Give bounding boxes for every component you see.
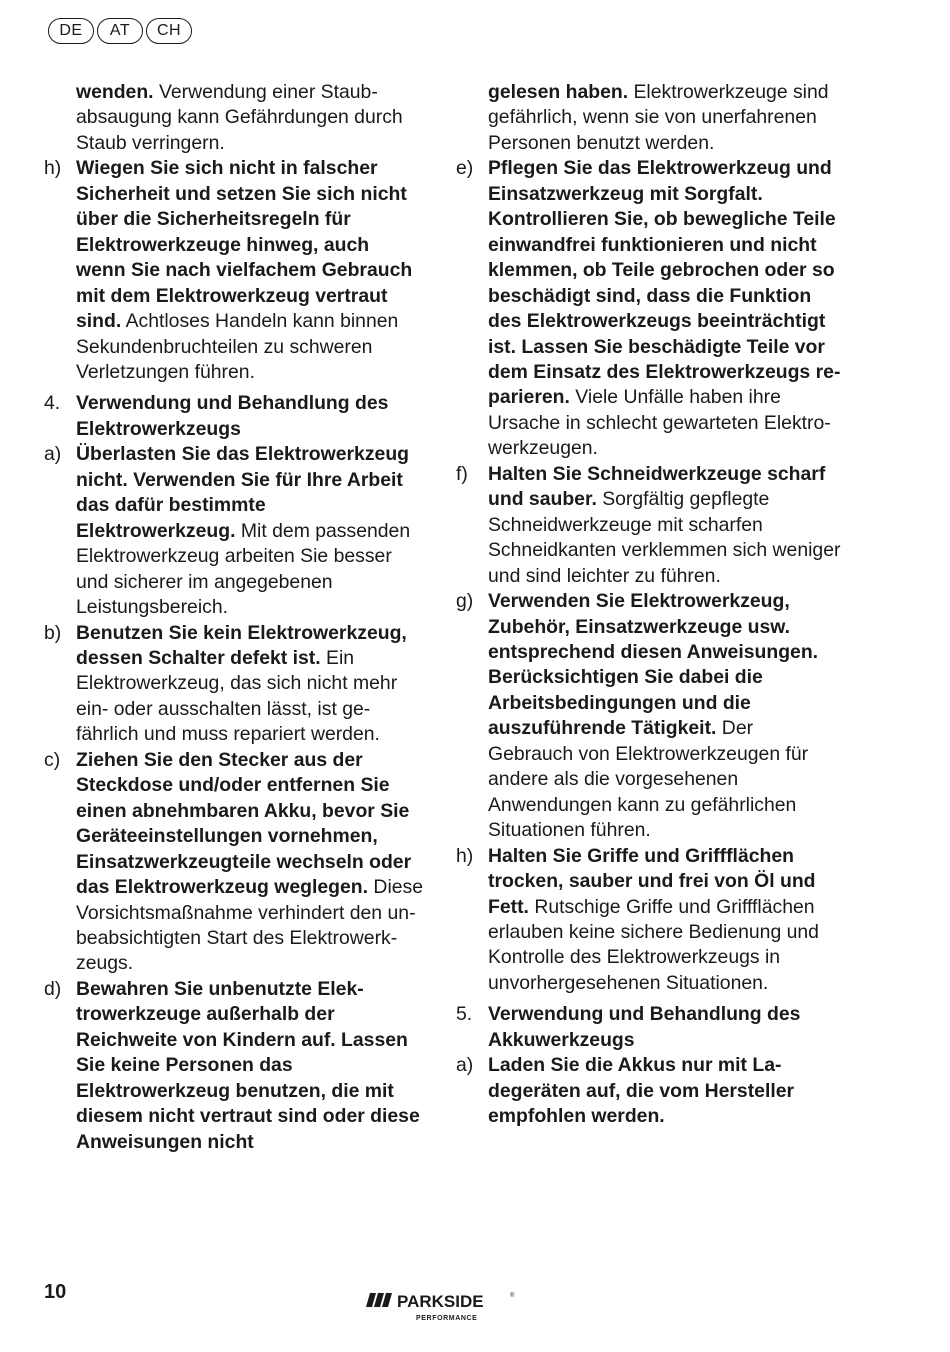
continued-paragraph-left — [76, 80, 424, 156]
continued-text: Elektrowerkzeuge sind gefährlich, wenn sie von unerfahrenen Personen benutzt werden. — [488, 81, 829, 154]
item-bold-text: Bewahren Sie unbenutzte Elektrowerkzeuge außerhalb der Reichweite von Kindern auf. Lassen Sie keine Personen das Elektrowerkzeug benutzen, die mit diesem nicht vertraut sind oder diese Anweisungen nicht — [76, 977, 420, 1153]
item-text: Rutschige Griffe und Griffflächen erlauben keine sichere Bedienung und Kontrolle des Elektrowerkzeugs in unvorhergesehenen Situationen. — [488, 895, 819, 994]
item-text: Viele Unfälle haben ihre Ursache in schlecht gewarteten Elektrowerkzeugen. — [488, 386, 831, 460]
item-label: a) — [44, 443, 62, 466]
continued-paragraph-right — [488, 80, 841, 156]
section-title: Verwendung und Behandlung des Elektrowerkzeugs — [76, 392, 389, 440]
page-number: 10 — [44, 1281, 67, 1303]
list-item-f — [456, 462, 841, 589]
item-bold-text: Pflegen Sie das Elektrowerkzeug und Einsatzwerkzeug mit Sorgfalt. Kontrollieren Sie, ob bewegliche Teile einwandfrei funktionieren und nicht klemmen, ob Teile gebrochen oder so beschädigt sind, dass die Funktion des Elektrowerkzeugs beeinträchtigt ist. Lassen Sie beschädigte Teile vor dem Einsatz des Elektrowerkzeugs reparieren. — [488, 157, 841, 409]
item-label: b) — [44, 621, 62, 644]
item-bold-text: Wiegen Sie sich nicht in falscher Sicherheit und setzen Sie sich nicht über die Sicherheitsregeln für Elektrowerkzeuge hinweg, auch wenn Sie nach vielfachem Gebrauch mit dem Elektrowerkzeug vertraut sind. — [76, 157, 413, 333]
continued-bold: wenden. — [76, 81, 154, 103]
list-item-a-right — [456, 1053, 841, 1129]
item-text: Mit dem passenden Elektrowerkzeug arbeiten Sie besser und sicherer im angegebenen Leistungsbereich. — [76, 519, 411, 619]
item-label: f) — [456, 462, 468, 485]
item-text: Sorgfältig gepflegte Schneidwerkzeuge mit scharfen Schneidkanten verklemmen sich weniger und sind leichter zu führen. — [488, 488, 841, 587]
list-item-a — [44, 442, 424, 620]
section-heading-4 — [44, 391, 424, 442]
item-bold-text: Benutzen Sie kein Elektrowerkzeug, dessen Schalter defekt ist. — [76, 621, 407, 669]
list-item-g — [456, 589, 841, 844]
continued-bold: gelesen haben. — [488, 81, 629, 103]
item-bold-text: Laden Sie die Akkus nur mit Ladegeräten auf, die vom Hersteller empfohlen werden. — [488, 1054, 795, 1128]
item-text: Diese Vorsichtsmaßnahme verhindert den unbeabsichtigten Start des Elektrowerkzeugs. — [76, 876, 424, 975]
list-item-d — [44, 977, 424, 1155]
logo-subtitle: PERFORMANCE — [416, 1315, 478, 1322]
item-bold-text: Halten Sie Griffe und Griffflächen trocken, sauber und frei von Öl und Fett. — [488, 844, 816, 918]
item-bold-text: Überlasten Sie das Elektrowerkzeug nicht. Verwenden Sie für Ihre Arbeit das dafür bestimmte Elektrowerkzeug. — [76, 443, 410, 542]
country-badge-de: DE — [48, 18, 94, 44]
logo-registered-mark: ® — [510, 1293, 515, 1299]
list-item-h-right — [456, 844, 841, 997]
right-column — [456, 80, 841, 1130]
item-bold-text: Halten Sie Schneidwerkzeuge scharf und sauber. — [488, 462, 826, 511]
continued-text: Verwendung einer Staubabsaugung kann Gefährdungen durch Staub verringern. — [76, 81, 403, 154]
section-number: 4. — [44, 392, 61, 415]
item-label: e) — [456, 157, 474, 180]
item-label: h) — [456, 844, 474, 867]
country-badge-ch: CH — [146, 18, 192, 44]
logo-stripes-icon — [366, 1293, 392, 1307]
list-item-e — [456, 156, 841, 461]
list-item-h — [44, 156, 424, 385]
item-text: Ein Elektrowerkzeug, das sich nicht mehr ein- oder ausschalten lässt, ist gefährlich und muss repariert werden. — [76, 646, 398, 746]
left-column — [44, 80, 424, 1155]
parkside-logo — [364, 1287, 524, 1327]
list-item-c — [44, 748, 424, 977]
item-text: Achtloses Handeln kann binnen Sekundenbruchteilen zu schweren Verletzungen führen. — [76, 310, 399, 383]
item-label: h) — [44, 157, 62, 180]
logo-word: PARKSIDE — [397, 1292, 484, 1311]
section-number: 5. — [456, 1003, 473, 1026]
item-label: a) — [456, 1054, 474, 1077]
section-title: Verwendung und Behandlung des Akkuwerkzeugs — [488, 1003, 801, 1051]
item-label: c) — [44, 748, 61, 771]
item-label: g) — [456, 590, 474, 613]
list-item-b — [44, 621, 424, 748]
item-bold-text: Verwenden Sie Elektrowerkzeug, Zubehör, Einsatzwerkzeuge usw. entsprechend diesen Anweisungen. Berücksichtigen Sie dabei die Arbeitsbedingungen und die auszuführende Tätigkeit. — [488, 590, 819, 740]
section-heading-5 — [456, 1002, 841, 1053]
item-bold-text: Ziehen Sie den Stecker aus der Steckdose und/oder entfernen Sie einen abnehmbaren Akku, bevor Sie Geräteeinstellungen vornehmen, Einsatzwerkzeugteile wechseln oder das Elektrowerkzeug weglegen. — [76, 748, 412, 899]
item-text: Der Gebrauch von Elektrowerkzeugen für andere als die vorgesehenen Anwendungen kann zu gefährlichen Situationen führen. — [488, 717, 809, 842]
country-badge-at: AT — [97, 18, 143, 44]
item-label: d) — [44, 977, 62, 1000]
country-badges — [48, 18, 192, 44]
